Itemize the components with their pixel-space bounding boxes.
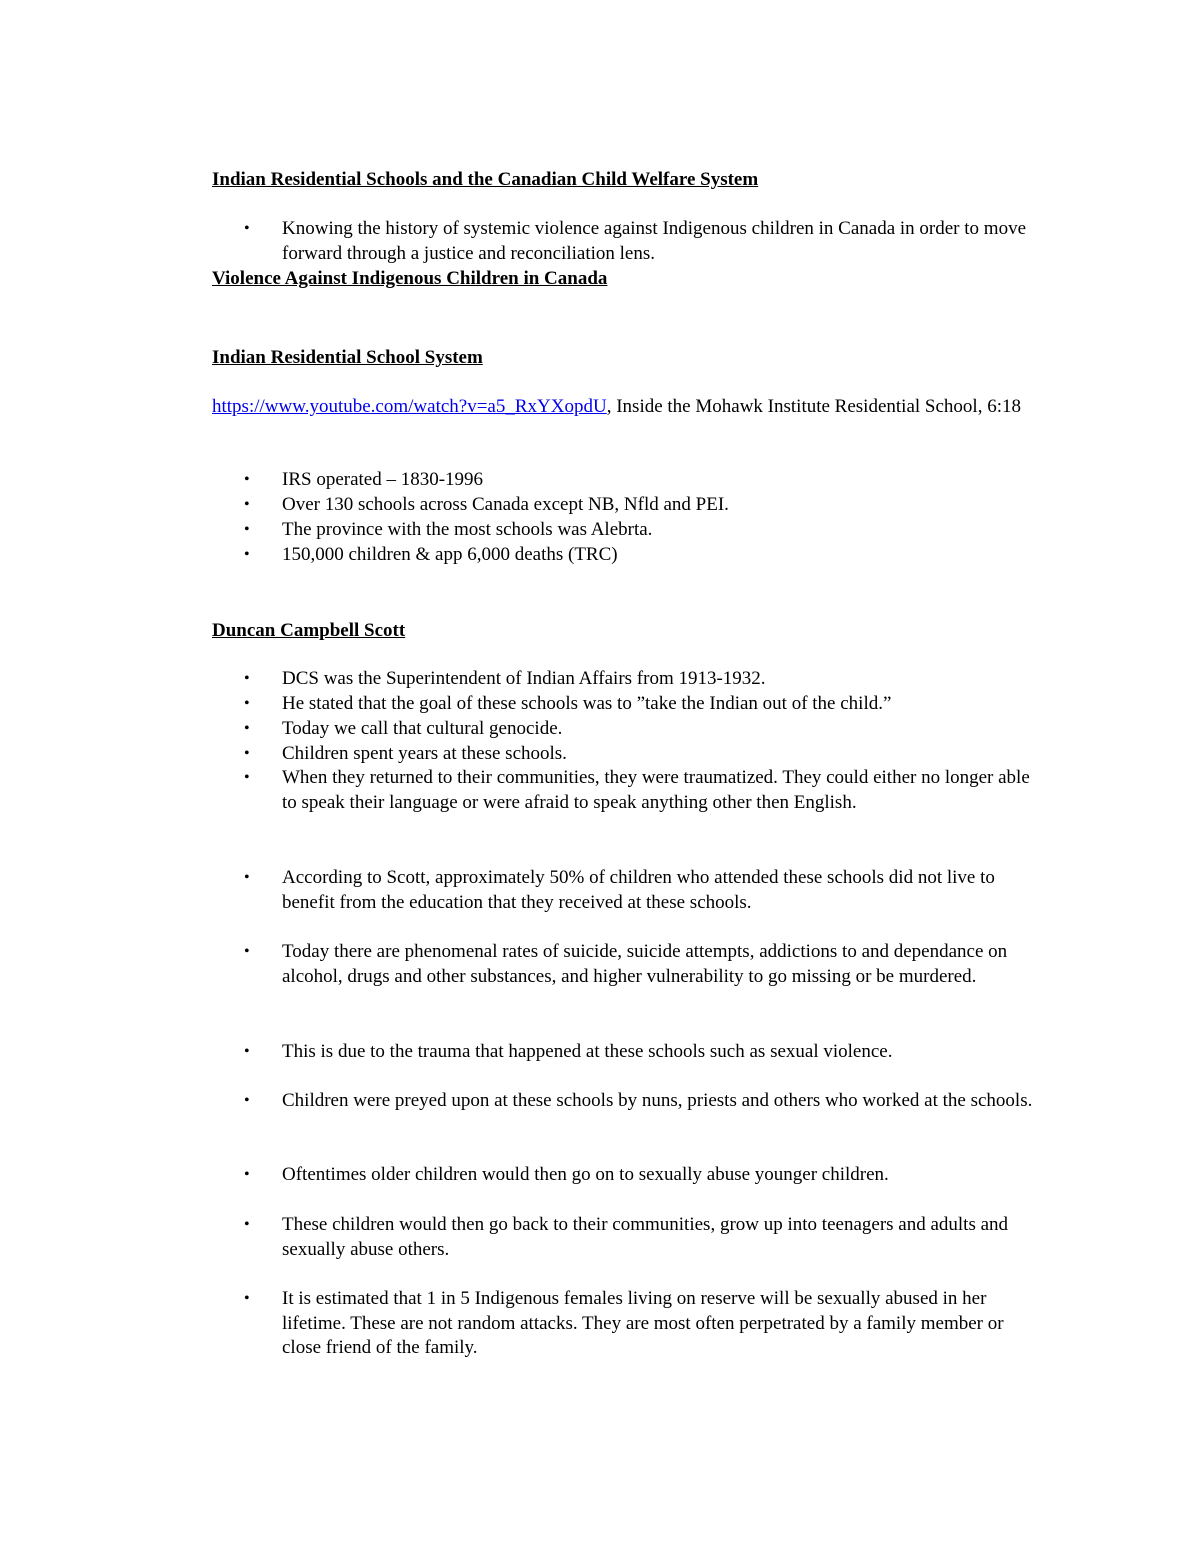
dcs-spaced-bullet-item <box>244 1163 1044 1188</box>
video-reference <box>212 395 1042 420</box>
dcs-bullet-item <box>244 667 1044 692</box>
dcs-spaced-bullet-item <box>244 1287 1044 1361</box>
dcs-bullet-text: Today we call that cultural genocide. <box>282 718 563 739</box>
dcs-bullet-text: When they returned to their communities, they were traumatized. They could either no longer able to speak their language or were afraid to speak anything other then English. <box>282 767 1030 813</box>
irs-bullet-item <box>244 468 1044 493</box>
section-heading-irs: Indian Residential School System <box>212 347 483 368</box>
bullet-icon: • <box>244 496 250 513</box>
dcs-spaced-bullet-item <box>244 1213 1044 1262</box>
bullet-icon: • <box>244 720 250 737</box>
irs-bullet-text: 150,000 children & app 6,000 deaths (TRC) <box>282 544 618 565</box>
video-link[interactable]: https://www.youtube.com/watch?v=a5_RxYXopdU <box>212 396 607 417</box>
dcs-spaced-bullet-text: Children were preyed upon at these schools by nuns, priests and others who worked at the schools. <box>282 1090 1033 1111</box>
bullet-icon: • <box>244 546 250 563</box>
dcs-spaced-bullet-text: According to Scott, approximately 50% of children who attended these schools did not live to benefit from the education that they received at these schools. <box>282 867 995 913</box>
irs-bullet-text: The province with the most schools was Alebrta. <box>282 519 653 540</box>
dcs-bullet-item <box>244 717 1044 742</box>
bullet-icon: • <box>244 670 250 687</box>
video-caption: , Inside the Mohawk Institute Residential School, 6:18 <box>606 396 1021 417</box>
bullet-icon: • <box>244 943 250 960</box>
dcs-bullet-text: He stated that the goal of these schools was to ”take the Indian out of the child.” <box>282 693 892 714</box>
dcs-spaced-bullet-text: It is estimated that 1 in 5 Indigenous females living on reserve will be sexually abused in her lifetime. These are not random attacks. They are most often perpetrated by a family member or close friend of the family. <box>282 1288 1004 1358</box>
dcs-spaced-bullet-item <box>244 1040 1044 1065</box>
bullet-icon: • <box>244 869 250 886</box>
dcs-spaced-bullet-text: Oftentimes older children would then go on to sexually abuse younger children. <box>282 1164 889 1185</box>
irs-bullet-item <box>244 543 1044 568</box>
section-heading-dcs: Duncan Campbell Scott <box>212 620 406 641</box>
bullet-icon: • <box>244 695 250 712</box>
irs-bullet-item <box>244 493 1044 518</box>
bullet-icon: • <box>244 471 250 488</box>
bullet-icon: • <box>244 1092 250 1109</box>
dcs-spaced-bullet-item <box>244 1089 1044 1114</box>
irs-bullet-item <box>244 518 1044 543</box>
dcs-bullet-item <box>244 766 1044 815</box>
intro-bullet-text: Knowing the history of systemic violence against Indigenous children in Canada in order to move forward through a justice and reconciliation lens. <box>282 218 1026 264</box>
bullet-icon: • <box>244 1290 250 1307</box>
section-heading-violence: Violence Against Indigenous Children in Canada <box>212 268 608 289</box>
bullet-icon: • <box>244 220 250 237</box>
dcs-spaced-bullet-text: Today there are phenomenal rates of suicide, suicide attempts, addictions to and dependance on alcohol, drugs and other substances, and higher vulnerability to go missing or be murdered. <box>282 941 1008 987</box>
dcs-spaced-bullet-text: These children would then go back to their communities, grow up into teenagers and adults and sexually abuse others. <box>282 1214 1009 1260</box>
dcs-bullet-text: DCS was the Superintendent of Indian Affairs from 1913-1932. <box>282 668 766 689</box>
bullet-icon: • <box>244 769 250 786</box>
intro-bullet-item <box>244 217 1044 266</box>
bullet-icon: • <box>244 521 250 538</box>
dcs-spaced-bullet-text: This is due to the trauma that happened at these schools such as sexual violence. <box>282 1041 893 1062</box>
bullet-icon: • <box>244 1043 250 1060</box>
bullet-icon: • <box>244 1166 250 1183</box>
irs-bullet-text: Over 130 schools across Canada except NB, Nfld and PEI. <box>282 494 729 515</box>
dcs-bullet-item <box>244 692 1044 717</box>
dcs-bullet-text: Children spent years at these schools. <box>282 743 567 764</box>
bullet-icon: • <box>244 745 250 762</box>
dcs-spaced-bullet-item <box>244 866 1044 915</box>
bullet-icon: • <box>244 1216 250 1233</box>
irs-bullet-text: IRS operated – 1830-1996 <box>282 469 484 490</box>
dcs-spaced-bullet-item <box>244 940 1044 989</box>
document-title: Indian Residential Schools and the Canadian Child Welfare System <box>212 169 759 190</box>
dcs-bullet-item <box>244 742 1044 767</box>
